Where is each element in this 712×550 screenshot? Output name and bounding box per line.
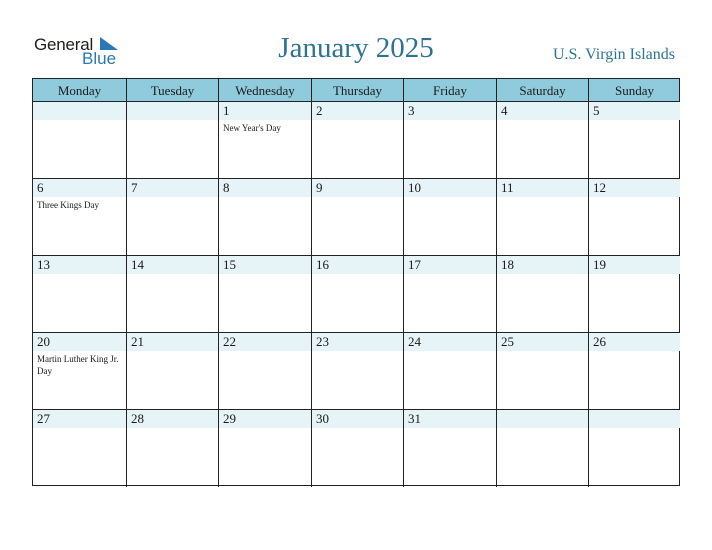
day-number: 17 [408, 257, 421, 272]
day-cell [403, 410, 496, 487]
day-number-band [404, 102, 496, 120]
day-number: 29 [223, 411, 236, 426]
day-number: 2 [316, 103, 323, 118]
day-cell [496, 179, 588, 255]
day-number: 16 [316, 257, 329, 272]
day-number-band [589, 410, 680, 428]
day-number-band [33, 102, 126, 120]
page-title: January 2025 [278, 32, 434, 64]
day-number: 20 [37, 334, 50, 349]
day-number-band [219, 102, 311, 120]
day-number: 23 [316, 334, 329, 349]
day-number-band [33, 179, 126, 197]
day-number: 18 [501, 257, 514, 272]
day-cell [218, 256, 311, 332]
day-number-band [497, 410, 588, 428]
day-cell [311, 410, 403, 487]
day-number: 8 [223, 180, 230, 195]
day-cell [496, 333, 588, 409]
day-number: 7 [131, 180, 138, 195]
day-cell [588, 179, 680, 255]
day-number: 13 [37, 257, 50, 272]
weekday-header: Wednesday [218, 79, 311, 101]
calendar-grid [32, 78, 680, 486]
day-cell [588, 410, 680, 487]
day-cell [218, 102, 311, 178]
day-number: 9 [316, 180, 323, 195]
calendar-week-row [33, 410, 679, 487]
weekday-header: Thursday [311, 79, 403, 101]
day-cell [403, 179, 496, 255]
weekday-header: Saturday [496, 79, 588, 101]
day-number: 14 [131, 257, 144, 272]
day-number: 1 [223, 103, 230, 118]
day-cell [403, 256, 496, 332]
calendar-week-row [33, 102, 679, 179]
day-cell [218, 333, 311, 409]
day-cell [33, 256, 126, 332]
weekday-header: Tuesday [126, 79, 218, 101]
day-number: 11 [501, 180, 514, 195]
calendar-week-row [33, 256, 679, 333]
day-cell [403, 102, 496, 178]
day-cell [33, 410, 126, 487]
day-number-band [312, 102, 403, 120]
day-number: 25 [501, 334, 514, 349]
day-number: 10 [408, 180, 421, 195]
day-cell [126, 333, 218, 409]
day-number-band [497, 102, 588, 120]
day-number-band [589, 102, 680, 120]
day-number: 3 [408, 103, 415, 118]
day-cell [496, 410, 588, 487]
holiday-label: Martin Luther King Jr. Day [37, 354, 119, 376]
weekday-header: Monday [57, 83, 102, 98]
day-cell [496, 102, 588, 178]
day-cell [218, 410, 311, 487]
day-cell [496, 256, 588, 332]
region-label: U.S. Virgin Islands [552, 46, 675, 63]
day-number: 24 [408, 334, 421, 349]
day-cell [126, 102, 218, 178]
day-number: 30 [316, 411, 329, 426]
day-number-band [127, 102, 218, 120]
weekday-header: Friday [403, 79, 496, 101]
day-cell [33, 333, 126, 409]
day-number: 6 [37, 180, 44, 195]
day-cell [126, 179, 218, 255]
weekday-header-row [33, 79, 679, 102]
day-number: 5 [593, 103, 600, 118]
day-number: 15 [223, 257, 236, 272]
day-number: 27 [37, 411, 50, 426]
day-cell [311, 102, 403, 178]
day-number-band [127, 179, 218, 197]
day-cell [126, 410, 218, 487]
day-cell [403, 333, 496, 409]
day-number: 19 [593, 257, 606, 272]
day-number-band [219, 179, 311, 197]
day-number: 4 [501, 103, 508, 118]
day-cell [588, 256, 680, 332]
day-number: 26 [593, 334, 606, 349]
day-number: 28 [131, 411, 144, 426]
day-cell [33, 179, 126, 255]
holiday-label: Three Kings Day [37, 200, 99, 210]
day-cell [126, 256, 218, 332]
day-number: 22 [223, 334, 236, 349]
day-cell [218, 179, 311, 255]
day-cell [311, 179, 403, 255]
weekday-header: Sunday [588, 79, 680, 101]
calendar-week-row [33, 333, 679, 410]
logo-text-general: General [34, 35, 94, 54]
day-cell [311, 333, 403, 409]
day-number: 12 [593, 180, 606, 195]
day-cell [588, 333, 680, 409]
holiday-label: New Year's Day [223, 123, 281, 133]
day-cell [33, 102, 126, 178]
day-number: 31 [408, 411, 421, 426]
logo-text-blue: Blue [82, 49, 117, 68]
day-cell [311, 256, 403, 332]
day-number: 21 [131, 334, 144, 349]
calendar-week-row [33, 179, 679, 256]
day-number-band [312, 179, 403, 197]
day-cell [588, 102, 680, 178]
